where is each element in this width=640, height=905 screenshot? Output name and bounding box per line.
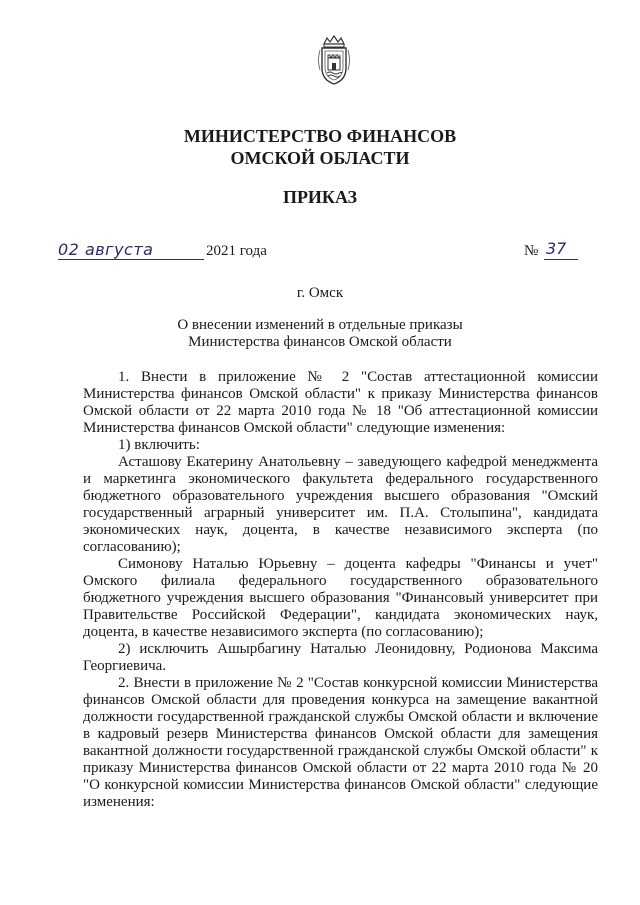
body-paragraph: 2. Внести в приложение № 2 "Состав конкурсной комиссии Министерства финансов Омской области для проведения конкурса на замещение вакантной должности государственной гражданской службы Омской области и включение в кадровый резерв Министерства финансов Омской области для замещения вакантной должности государственной гражданской службы Омской области" к приказу Министерства финансов Омской области от 22 марта 2010 года № 20 "О конкурсной комиссии Министерства финансов Омской области" следующие изменения: (83, 675, 598, 810)
document-type-title: ПРИКАЗ (282, 187, 358, 207)
number-label: № (524, 243, 539, 259)
body-paragraph: Симонову Наталью Юрьевну – доцента кафедры "Финансы и учет" Омского филиала федерального государственного образовательного бюджетного учреждения высшего образования "Финансовый университет при Правительстве Российской Федерации", кандидата экономических наук, доцента, в качестве независимого эксперта (по согласованию); (83, 556, 598, 640)
date-year: 2021 года (206, 243, 267, 259)
handwritten-date: 02 августа (58, 240, 154, 259)
ministry-name (0, 125, 640, 169)
order-body (83, 369, 598, 811)
subject-line1: О внесении изменений в отдельные приказы (177, 317, 463, 333)
city-name: г. Омск (296, 285, 344, 301)
body-paragraph: Асташову Екатерину Анатольевну – заведующего кафедрой менеджмента и маркетинга экономического факультета федерального государственного бюджетного образовательного учреждения высшего образования "Омский государственный аграрный университет им. П.А. Столыпина", кандидата экономических наук, доцента, в качестве независимого эксперта (по согласованию); (83, 454, 598, 555)
subject-line2: Министерства финансов Омской области (188, 334, 452, 350)
body-paragraph: 1. Внести в приложение № 2 "Состав аттестационной комиссии Министерства финансов Омской области" к приказу Министерства финансов Омской области от 22 марта 2010 года № 18 "Об аттестационной комиссии Министерства финансов Омской области" следующие изменения: (83, 369, 598, 436)
handwritten-number: 37 (546, 239, 567, 258)
coat-of-arms-icon (314, 34, 354, 88)
date-underline (58, 259, 204, 260)
body-paragraph: 1) включить: (118, 437, 200, 453)
number-underline (544, 259, 578, 260)
ministry-name-line2: ОМСКОЙ ОБЛАСТИ (230, 148, 410, 168)
order-subject (0, 317, 640, 351)
body-paragraph: 2) исключить Ашырбагину Наталью Леонидовну, Родионова Максима Георгиевича. (83, 641, 598, 674)
ministry-name-line1: МИНИСТЕРСТВО ФИНАНСОВ (183, 126, 457, 146)
date-number-row (58, 239, 586, 265)
